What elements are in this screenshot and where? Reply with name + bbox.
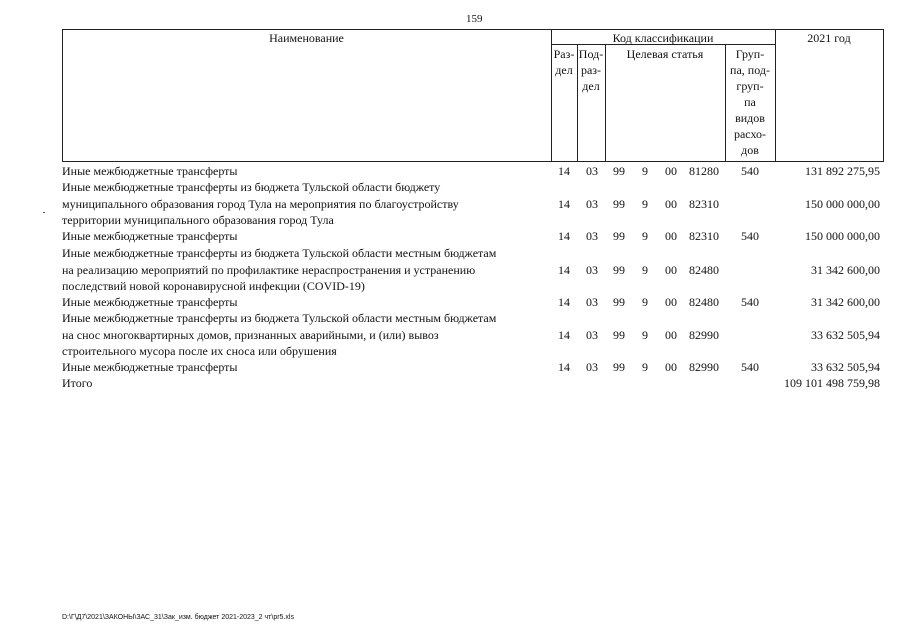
header-podrazdel-line: раз-: [580, 63, 602, 77]
table-row: [62, 359, 884, 376]
cell-target-event: 00: [665, 327, 677, 342]
cell-podrazdel: 03: [586, 164, 598, 178]
row-name: [62, 163, 542, 180]
cell-target-direction: 82310: [689, 229, 719, 243]
row-name: [62, 179, 542, 229]
row-name-line: последствий новой коронавирусной инфекции (COVID-19): [62, 279, 365, 293]
row-name-line: Иные межбюджетные трансферты из бюджета Тульской области местным бюджетам: [62, 311, 497, 325]
header-group-line: расхо-: [733, 127, 767, 141]
table-row: [62, 294, 884, 311]
header-right-border: [883, 29, 884, 162]
cell-podrazdel: 03: [586, 360, 598, 374]
row-name-line: Иные межбюджетные трансферты: [62, 295, 238, 309]
total-label: Итого: [62, 376, 93, 390]
cell-target-direction: 82990: [689, 360, 719, 374]
row-name: [62, 228, 542, 245]
header-group-line: Груп-: [735, 47, 765, 61]
header-group-line: па, под-: [730, 63, 770, 77]
cell-target-subprogram: 9: [642, 327, 648, 342]
table-row: [62, 163, 884, 180]
row-name-line: территории муниципального образования город Тула: [62, 213, 334, 227]
page-number: 159: [466, 13, 483, 25]
header-name: Наименование: [269, 31, 344, 45]
cell-target-subprogram: 9: [642, 164, 648, 178]
cell-target-direction: 82480: [689, 262, 719, 277]
cell-target-subprogram: 9: [642, 295, 648, 309]
header-bottom-border: [62, 161, 884, 162]
table-row: [62, 310, 884, 360]
cell-target-subprogram: 9: [642, 262, 648, 277]
cell-sum: 31 342 600,00: [811, 295, 880, 309]
cell-sum: 150 000 000,00: [805, 196, 880, 211]
row-name-line: на снос многоквартирных домов, признанных аварийными, и (или) вывоз: [62, 327, 439, 342]
header-target-article: Целевая статья: [626, 47, 704, 61]
cell-razdel: 14: [558, 295, 570, 309]
header-left-border: [62, 29, 63, 162]
header-group: [725, 46, 775, 158]
cell-podrazdel: 03: [586, 295, 598, 309]
cell-expense-group: 540: [741, 295, 759, 309]
cell-target-program: 99: [613, 196, 625, 211]
header-group-line: па: [744, 95, 756, 109]
cell-target-direction: 82310: [689, 196, 719, 211]
row-name-line: муниципального образования город Тула на мероприятия по благоустройству: [62, 196, 459, 211]
cell-target-program: 99: [613, 262, 625, 277]
total-sum: 109 101 498 759,98: [784, 376, 880, 390]
cell-target-event: 00: [665, 164, 677, 178]
header-podrazdel: [577, 46, 605, 94]
cell-sum: 31 342 600,00: [811, 262, 880, 277]
group-column-divider: [775, 29, 776, 162]
cell-razdel: 14: [558, 327, 570, 342]
row-name-line: Иные межбюджетные трансферты: [62, 360, 238, 374]
header-razdel-line: Раз-: [553, 47, 575, 61]
cell-target-program: 99: [613, 360, 625, 374]
table-row: [62, 179, 884, 229]
header-podrazdel-line: дел: [582, 79, 600, 93]
cell-podrazdel: 03: [586, 196, 598, 211]
cell-razdel: 14: [558, 196, 570, 211]
row-name-line: Иные межбюджетные трансферты: [62, 229, 238, 243]
cell-target-direction: 82990: [689, 327, 719, 342]
row-name-line: Иные межбюджетные трансферты из бюджета Тульской области бюджету: [62, 180, 441, 194]
cell-target-program: 99: [613, 295, 625, 309]
cell-sum: 150 000 000,00: [805, 229, 880, 243]
cell-podrazdel: 03: [586, 327, 598, 342]
row-name: [62, 245, 542, 295]
cell-target-program: 99: [613, 164, 625, 178]
row-name-line: Иные межбюджетные трансферты из бюджета Тульской области местным бюджетам: [62, 246, 497, 260]
cell-podrazdel: 03: [586, 262, 598, 277]
cell-sum: 131 892 275,95: [805, 164, 880, 178]
header-group-line: дов: [741, 143, 759, 157]
cell-razdel: 14: [558, 360, 570, 374]
header-classification-code: Код классификации: [612, 31, 714, 45]
cell-target-program: 99: [613, 327, 625, 342]
header-group-line: видов: [735, 111, 765, 125]
row-name: [62, 359, 542, 376]
header-razdel: [551, 46, 577, 78]
header-razdel-line: дел: [555, 63, 573, 77]
cell-razdel: 14: [558, 164, 570, 178]
cell-razdel: 14: [558, 262, 570, 277]
cell-target-direction: 81280: [689, 164, 719, 178]
cell-razdel: 14: [558, 229, 570, 243]
footer-file-path: D:\Г\Д7\2021\ЗАКОНЫ\ЗАС_31\Зак_изм. бюджет 2021-2023_2 чт\pr5.xls: [62, 614, 294, 621]
header-year: 2021 год: [807, 31, 851, 45]
header-podrazdel-line: Под-: [578, 47, 604, 61]
cell-target-subprogram: 9: [642, 360, 648, 374]
cell-expense-group: 540: [741, 164, 759, 178]
cell-target-program: 99: [613, 229, 625, 243]
total-row: [62, 375, 884, 392]
cell-target-event: 00: [665, 229, 677, 243]
cell-sum: 33 632 505,94: [811, 327, 880, 342]
row-name: [62, 294, 542, 311]
cell-target-event: 00: [665, 295, 677, 309]
table-row: [62, 228, 884, 245]
cell-target-direction: 82480: [689, 295, 719, 309]
row-name-line: на реализацию мероприятий по профилактике нераспространения и устранению: [62, 262, 476, 277]
row-name: [62, 310, 542, 360]
cell-podrazdel: 03: [586, 229, 598, 243]
cell-target-event: 00: [665, 196, 677, 211]
table-row: [62, 245, 884, 295]
cell-target-subprogram: 9: [642, 229, 648, 243]
cell-target-event: 00: [665, 262, 677, 277]
header-group-line: груп-: [736, 79, 764, 93]
cell-expense-group: 540: [741, 360, 759, 374]
row-name-line: Иные межбюджетные трансферты: [62, 164, 238, 178]
cell-expense-group: 540: [741, 229, 759, 243]
table-header: [0, 0, 905, 165]
cell-sum: 33 632 505,94: [811, 360, 880, 374]
cell-target-event: 00: [665, 360, 677, 374]
cell-target-subprogram: 9: [642, 196, 648, 211]
row-name-line: строительного мусора после их сноса или обрушения: [62, 344, 337, 358]
scan-artifact: [43, 212, 45, 213]
